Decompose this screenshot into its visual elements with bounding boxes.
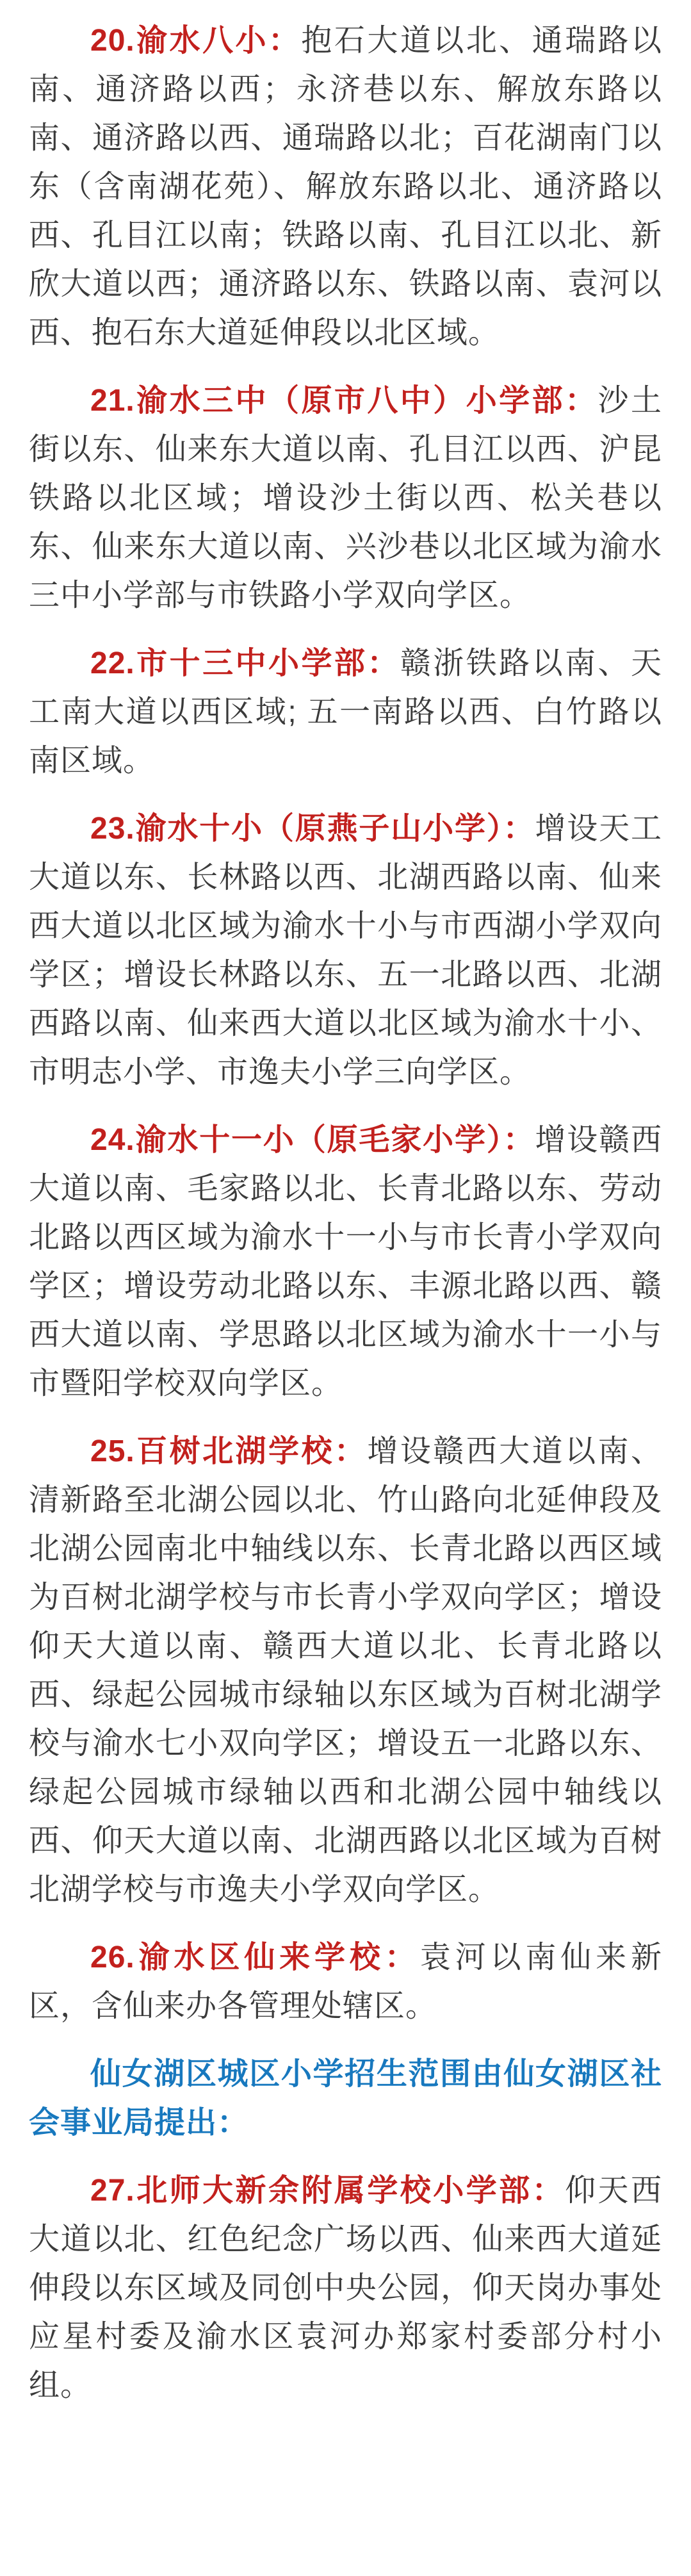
school-district-entry (29, 377, 662, 620)
school-name-label: 25.百树北湖学校： (90, 1434, 368, 1468)
school-district-entry (29, 2167, 662, 2410)
school-name-label: 27.北师大新余附属学校小学部： (90, 2174, 565, 2208)
district-description: 增设赣西大道以南、毛家路以北、长青北路以东、劳动北路以西区域为渝水十一小与市长青小学双向学区；增设劳动北路以东、丰源北路以西、赣西大道以南、学思路以北区域为渝水十一小与市暨阳学校双向学区。 (29, 1123, 662, 1400)
school-name-label: 23.渝水十小（原燕子山小学）： (90, 812, 535, 846)
school-district-entry (29, 639, 662, 785)
note-text: 仙女湖区城区小学招生范围由仙女湖区社会事业局提出： (29, 2057, 662, 2140)
school-name-label: 26.渝水区仙来学校： (90, 1940, 420, 1974)
note-paragraph (29, 2050, 662, 2147)
district-description: 抱石大道以北、通瑞路以南、通济路以西；永济巷以东、解放东路以南、通济路以西、通瑞路以北；百花湖南门以东（含南湖花苑）、解放东路以北、通济路以西、孔目江以南；铁路以南、孔目江以北、新欣大道以西；通济路以东、铁路以南、袁河以西、抱石东大道延伸段以北区域。 (29, 24, 662, 350)
district-description: 增设天工大道以东、长林路以西、北湖西路以南、仙来西大道以北区域为渝水十小与市西湖小学双向学区；增设长林路以东、五一北路以西、北湖西路以南、仙来西大道以北区域为渝水十小、市明志小学、市逸夫小学三向学区。 (29, 812, 662, 1089)
school-district-entry (29, 1933, 662, 2031)
school-district-entry (29, 1427, 662, 1914)
district-description: 赣浙铁路以南、天工南大道以西区域; 五一南路以西、白竹路以南区域。 (29, 646, 662, 778)
school-name-label: 24.渝水十一小（原毛家小学）： (90, 1123, 535, 1157)
district-description: 增设赣西大道以南、清新路至北湖公园以北、竹山路向北延伸段及北湖公园南北中轴线以东、长青北路以西区域为百树北湖学校与市长青小学双向学区；增设仰天大道以南、赣西大道以北、长青北路以西、绿起公园城市绿轴以东区域为百树北湖学校与渝水七小双向学区；增设五一北路以东、绿起公园城市绿轴以西和北湖公园中轴线以西、仰天大道以南、北湖西路以北区域为百树北湖学校与市逸夫小学双向学区。 (29, 1434, 662, 1907)
district-description: 袁河以南仙来新区，含仙来办各管理处辖区。 (29, 1940, 662, 2023)
school-district-entry (29, 805, 662, 1097)
school-name-label: 22.市十三中小学部： (90, 646, 400, 680)
district-description: 沙土街以东、仙来东大道以南、孔目江以西、沪昆铁路以北区域；增设沙土街以西、松关巷以东、仙来东大道以南、兴沙巷以北区域为渝水三中小学部与市铁路小学双向学区。 (29, 384, 662, 612)
school-name-label: 20.渝水八小： (90, 24, 302, 58)
school-name-label: 21.渝水三中（原市八中）小学部： (90, 384, 598, 418)
school-district-entry (29, 1116, 662, 1408)
district-description: 仰天西大道以北、红色纪念广场以西、仙来西大道延伸段以东区域及同创中央公园，仰天岗办事处应星村委及渝水区袁河办郑家村委部分村小组。 (29, 2174, 662, 2402)
school-district-entry (29, 17, 662, 357)
